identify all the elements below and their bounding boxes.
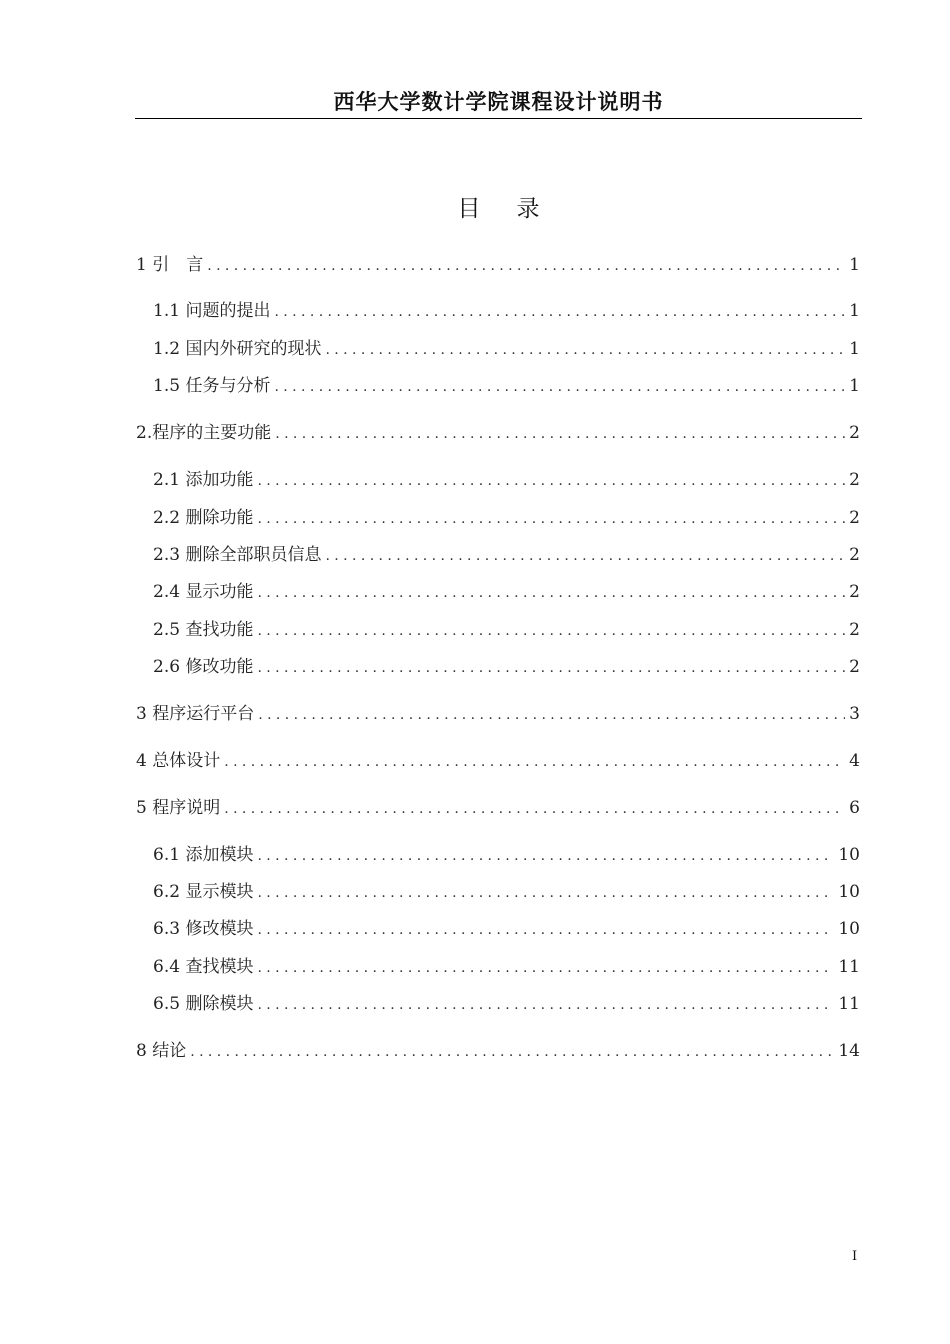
toc-entry-page: 1 <box>849 339 860 359</box>
toc-title: 目录 <box>457 196 576 222</box>
page-number: I <box>852 1249 858 1264</box>
toc-entry[interactable] <box>136 699 860 723</box>
toc-entry-page: 1 <box>849 301 860 321</box>
toc-entry-label: 2.程序的主要功能 <box>136 423 272 443</box>
toc-entry-page: 2 <box>849 657 860 677</box>
toc-entry-page: 11 <box>838 994 860 1014</box>
toc-entry-label: 2.6 修改功能 <box>153 657 254 677</box>
toc-leader-dots <box>190 1044 834 1060</box>
toc-leader-dots <box>257 623 845 639</box>
toc-entry[interactable] <box>153 952 860 976</box>
toc-leader-dots <box>257 885 834 901</box>
toc-entry-label: 4 总体设计 <box>136 751 221 771</box>
toc-entry-label: 1 引 言 <box>136 255 204 275</box>
toc-entry-page: 14 <box>838 1041 860 1061</box>
toc-entry[interactable] <box>153 465 860 489</box>
toc-entry-page: 2 <box>849 470 860 490</box>
header-divider <box>135 118 862 119</box>
toc-leader-dots <box>224 754 845 770</box>
toc-entry-label: 2.5 查找功能 <box>153 620 254 640</box>
toc-entry-page: 2 <box>849 423 860 443</box>
toc-entry[interactable] <box>153 914 860 938</box>
toc-leader-dots <box>224 801 845 817</box>
toc-entry-label: 3 程序运行平台 <box>136 704 255 724</box>
toc-entry-label: 6.3 修改模块 <box>153 919 254 939</box>
toc-leader-dots <box>257 585 845 601</box>
toc-entry-label: 8 结论 <box>136 1041 187 1061</box>
toc-leader-dots <box>257 848 834 864</box>
toc-entry-label: 2.3 删除全部职员信息 <box>153 545 322 565</box>
toc-entry[interactable] <box>153 652 860 676</box>
toc-entry-page: 6 <box>849 798 860 818</box>
toc-leader-dots <box>257 997 834 1013</box>
toc-entry[interactable] <box>136 250 860 274</box>
toc-entry-page: 3 <box>849 704 860 724</box>
toc-leader-dots <box>325 342 845 358</box>
toc-entry-page: 2 <box>849 582 860 602</box>
toc-entry-label: 2.1 添加功能 <box>153 470 254 490</box>
toc-leader-dots <box>275 426 845 442</box>
toc-entry-page: 2 <box>849 508 860 528</box>
toc-leader-dots <box>257 473 845 489</box>
toc-entry-page: 2 <box>849 545 860 565</box>
toc-entry[interactable] <box>153 989 860 1013</box>
toc-leader-dots <box>257 511 845 527</box>
toc-entry[interactable] <box>136 793 860 817</box>
toc-entry-page: 1 <box>849 255 860 275</box>
toc-entry[interactable] <box>136 1036 860 1060</box>
toc-entry-label: 1.1 问题的提出 <box>153 301 271 321</box>
toc-entry-label: 1.2 国内外研究的现状 <box>153 339 322 359</box>
toc-entry-page: 10 <box>838 845 860 865</box>
toc-entry[interactable] <box>153 540 860 564</box>
toc-entry-label: 5 程序说明 <box>136 798 221 818</box>
toc-entry-label: 6.5 删除模块 <box>153 994 254 1014</box>
toc-entry-label: 2.4 显示功能 <box>153 582 254 602</box>
toc-entry-page: 10 <box>838 882 860 902</box>
toc-entry-page: 10 <box>838 919 860 939</box>
toc-entry[interactable] <box>136 418 860 442</box>
toc-entry[interactable] <box>153 296 860 320</box>
toc-entry[interactable] <box>153 371 860 395</box>
toc-leader-dots <box>257 660 845 676</box>
toc-entry[interactable] <box>153 334 860 358</box>
toc-entry-page: 11 <box>838 957 860 977</box>
toc-entry-label: 6.2 显示模块 <box>153 882 254 902</box>
toc-leader-dots <box>325 548 845 564</box>
toc-entry-page: 1 <box>849 376 860 396</box>
document-header-title: 西华大学数计学院课程设计说明书 <box>333 90 664 114</box>
toc-entry-label: 2.2 删除功能 <box>153 508 254 528</box>
toc-leader-dots <box>257 960 834 976</box>
toc-leader-dots <box>274 304 845 320</box>
toc-entry-label: 6.1 添加模块 <box>153 845 254 865</box>
toc-leader-dots <box>207 258 845 274</box>
toc-entry[interactable] <box>153 577 860 601</box>
toc-entry-label: 6.4 查找模块 <box>153 957 254 977</box>
toc-entry[interactable] <box>136 746 860 770</box>
toc-leader-dots <box>274 379 845 395</box>
toc-entry-page: 2 <box>849 620 860 640</box>
toc-leader-dots <box>257 922 834 938</box>
toc-leader-dots <box>258 707 845 723</box>
toc-entry[interactable] <box>153 615 860 639</box>
toc-entry[interactable] <box>153 840 860 864</box>
toc-entry-label: 1.5 任务与分析 <box>153 376 271 396</box>
toc-entry-page: 4 <box>849 751 860 771</box>
toc-entry[interactable] <box>153 877 860 901</box>
toc-entry[interactable] <box>153 503 860 527</box>
